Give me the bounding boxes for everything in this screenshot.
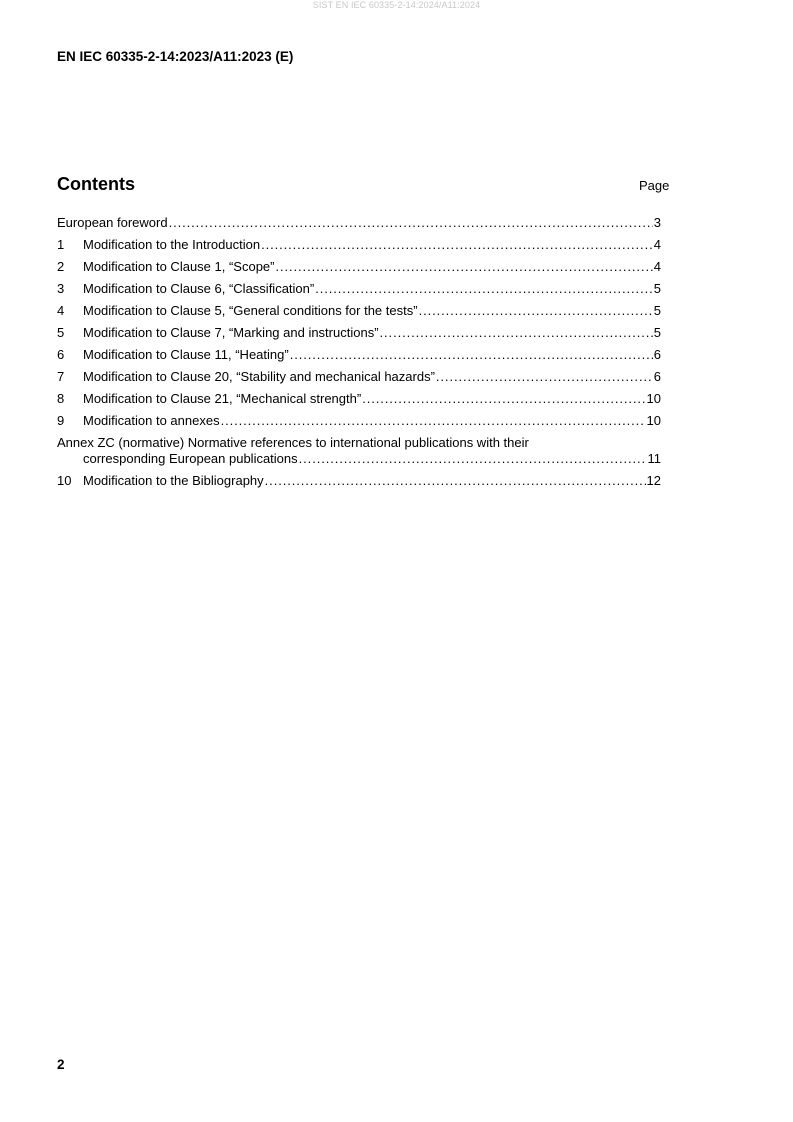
toc-entry-number: 4 xyxy=(57,303,65,318)
toc-entry-page: 3 xyxy=(653,215,661,230)
toc-entry[interactable] xyxy=(57,324,661,346)
toc-entry-page: 10 xyxy=(646,413,661,428)
toc-entry-annex[interactable] xyxy=(57,434,661,472)
toc-entry[interactable] xyxy=(57,236,661,258)
dot-leader xyxy=(221,413,646,429)
contents-heading: Contents xyxy=(57,174,135,194)
toc-entry-title: Modification to Clause 7, “Marking and instructions” xyxy=(83,325,379,340)
dot-leader xyxy=(362,391,645,407)
toc-entry-page: 5 xyxy=(653,281,661,296)
toc-entry-number: 5 xyxy=(57,325,65,340)
toc-entry-number: 3 xyxy=(57,281,65,296)
watermark: SIST EN IEC 60335-2-14:2024/A11:2024 xyxy=(312,0,481,10)
page-number: 2 xyxy=(57,1057,65,1072)
toc-entry-page: 5 xyxy=(653,325,661,340)
toc-entry[interactable] xyxy=(57,472,661,494)
toc-entry-title: Modification to Clause 5, “General conditions for the tests” xyxy=(83,303,418,318)
toc-entry-number: 10 xyxy=(57,473,72,488)
table-of-contents xyxy=(57,214,661,494)
toc-entry-title: Modification to annexes xyxy=(83,413,220,428)
toc-entry-number: 2 xyxy=(57,259,65,274)
toc-entry-page: 12 xyxy=(646,473,661,488)
toc-entry-number: 8 xyxy=(57,391,65,406)
document-identifier: EN IEC 60335-2-14:2023/A11:2023 (E) xyxy=(57,49,294,64)
toc-entry-page: 4 xyxy=(653,237,661,252)
toc-entry-number: 1 xyxy=(57,237,65,252)
toc-entry-title: Modification to Clause 6, “Classification” xyxy=(83,281,315,296)
toc-entry-title: Modification to Clause 1, “Scope” xyxy=(83,259,275,274)
dot-leader xyxy=(299,451,647,467)
toc-entry-title: Modification to the Introduction xyxy=(83,237,261,252)
toc-entry-page: 6 xyxy=(653,369,661,384)
toc-entry-page: 5 xyxy=(653,303,661,318)
dot-leader xyxy=(436,369,653,385)
toc-entry-page: 10 xyxy=(646,391,661,406)
toc-entry-title: Modification to Clause 20, “Stability and mechanical hazards” xyxy=(83,369,435,384)
dot-leader xyxy=(315,281,653,297)
toc-entry-number: 6 xyxy=(57,347,65,362)
toc-entry-page: 4 xyxy=(653,259,661,274)
dot-leader xyxy=(419,303,653,319)
toc-entry-title: Modification to the Bibliography xyxy=(83,473,264,488)
toc-entry-number: 7 xyxy=(57,369,65,384)
annex-title-line-1: Annex ZC (normative) Normative references to international publications with their xyxy=(57,435,529,450)
annex-title-line-2: corresponding European publications xyxy=(83,451,298,466)
toc-entry[interactable] xyxy=(57,302,661,324)
page-column-label: Page xyxy=(639,178,670,193)
toc-entry-title: Modification to Clause 21, “Mechanical strength” xyxy=(83,391,362,406)
toc-entry[interactable] xyxy=(57,346,661,368)
toc-entry-title: Modification to Clause 11, “Heating” xyxy=(83,347,289,362)
dot-leader xyxy=(265,473,646,489)
toc-entry[interactable] xyxy=(57,390,661,412)
toc-entry[interactable] xyxy=(57,280,661,302)
toc-entry-page: 6 xyxy=(653,347,661,362)
dot-leader xyxy=(169,215,653,231)
toc-entry-title: European foreword xyxy=(57,215,168,230)
toc-entry[interactable] xyxy=(57,412,661,434)
toc-entry[interactable] xyxy=(57,214,661,236)
dot-leader xyxy=(380,325,653,341)
dot-leader xyxy=(261,237,653,253)
toc-entry[interactable] xyxy=(57,258,661,280)
toc-entry-page: 11 xyxy=(647,451,661,466)
dot-leader xyxy=(290,347,653,363)
toc-entry[interactable] xyxy=(57,368,661,390)
dot-leader xyxy=(275,259,652,275)
toc-entry-number: 9 xyxy=(57,413,65,428)
